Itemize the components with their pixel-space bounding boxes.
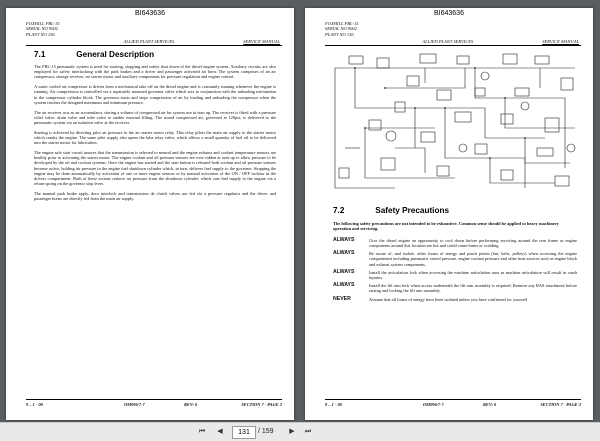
safety-rules-list — [333, 238, 577, 305]
paragraph: The engine safe start circuit assures that the transmission is selected to neutral and the engine exhaust and coolant temperature sensors are healthy prior to activating the starter motor. The engine coolant and oil pressure sensors are over ridden at start up to allow pressure to be developed by the oil and coolant systems. Once the engine has started and the start button is released both coolant and oil pressure sensors become active, holding air pressure in the engine fuel shutdown cylinder which, in turn, delivers fuel supply to the governor. Stopping the engine may be done automatically by activation of one or more engine sensors or by manual activation of the ON / OFF isolator in the drivers compartment. Both of these actions remove air pressure from the shutdown cylinder, which cuts fuel supply to the engine via a return spring on the governor stop lever. — [34, 150, 276, 187]
header-line: PLANT NO 156 — [325, 31, 354, 37]
right-page — [305, 8, 593, 420]
header-manual: SERVICE MANUAL — [542, 39, 579, 44]
section-number: 7.1 — [34, 50, 46, 59]
previous-page-icon[interactable]: ◀ — [217, 428, 223, 435]
header-line: SERIAL NO 9002 — [325, 26, 357, 32]
rule-text: Give the diesel engine an opportunity to cool down before performing servicing around the rear frame as engine components around this location are hot and could cause burns or scalding. — [369, 238, 577, 249]
paragraph: The manual park brake apply, door interlock and transmission de clutch valves are fed via a pressure regulator and the driver and passenger horns are directly fed from the main air supply. — [34, 191, 276, 202]
paragraph: The air receiver acts as an accumulator, storing a volume of compressed air for system use at start up. The receiver is fitted with a pressure relief valve, drain valve and inlet valve to enable external filling. The stored compressed air, governed at 120psi, is delivered to the pneumatic system via an isolation valve at the receiver. — [34, 109, 276, 126]
page-number-input[interactable] — [232, 426, 256, 439]
section-number: 7.2 — [333, 206, 345, 215]
paragraph: Starting is achieved by directing pilot air pressure to the air starter motor relay. This relay pilots the main air supply to the starter motor which cranks the engine. The same pilot supply also opens the lube relay valve, which allows a small quantity of fuel oil to be delivered into the starter motor for lubrication. — [34, 129, 276, 146]
footer-date: 9 – 1 - 00 — [26, 402, 43, 407]
page-header — [26, 21, 282, 46]
last-page-icon[interactable]: ⏭ — [304, 428, 312, 435]
footer-page-number: SECTION 7 - PAGE 3 — [540, 402, 581, 407]
rule-text: Install the lift arm lock when access underneath the lift arm assembly is required. Remove any RAS attachment before raising and locking the lift arm assembly. — [369, 283, 577, 294]
paragraph: A water cooled air compressor is driven from a mechanical take off on the diesel engine and is constantly running whenever the engine is running. Air compression is controlled via a separately mounted governor valve which acts in conjunction with the unloading mechanism in the compressor cylinder block. The governor starts and stops compression of air by loading and unloading the compressor when the system reaches the designed maximum and minimum pressure. — [34, 84, 276, 105]
rule-text: Assume that all forms of energy have been isolated unless you have confirmed for yourself — [369, 296, 528, 302]
header-machine-info — [325, 21, 359, 37]
footer-date: 9 – 1 - 00 — [325, 402, 342, 407]
section-heading — [34, 50, 154, 59]
footer-doc-number: OM096/7-7 — [423, 402, 444, 407]
footer-revision: REV: 0 — [483, 402, 497, 407]
page-header — [325, 21, 581, 46]
header-line: SERIAL NO 9002 — [26, 26, 58, 32]
safety-rule — [333, 270, 577, 280]
section-title: General Description — [76, 50, 155, 59]
page-footer — [26, 399, 282, 407]
safety-rule — [333, 297, 577, 302]
header-line: FOXHILL FBL-15 — [26, 21, 60, 26]
page-total: / 159 — [258, 428, 274, 435]
safety-intro: The following safety precautions are not intended to be exhaustive. Common sense should be applied to heavy machinery operation and servicing. — [333, 221, 559, 232]
left-page — [6, 8, 294, 420]
rule-keyword: ALWAYS — [333, 250, 355, 257]
next-page-icon[interactable]: ▶ — [289, 428, 295, 435]
first-page-icon[interactable]: ⏮ — [198, 428, 206, 435]
rule-text: Be aware of, and isolate, other forms of energy and pinch points (fan, belts, pulleys) when accessing the engine compartment including pneumatic stored pressure, engine coolant pressure and other heat sources such as engine block and exhaust system components. — [369, 251, 577, 267]
section-body — [34, 64, 276, 206]
section-title: Safety Precautions — [375, 206, 449, 215]
header-manual: SERVICE MANUAL — [243, 39, 280, 44]
safety-rule — [333, 251, 577, 266]
rule-text: Install the articulation lock when accessing the machine articulation area as machine articulation will result in crush injuries. — [369, 269, 577, 280]
footer-doc-number: OM096/7-7 — [124, 402, 145, 407]
header-line: FOXHILL FBL-15 — [325, 21, 359, 26]
page-footer — [325, 399, 581, 407]
header-machine-info — [26, 21, 60, 37]
rule-keyword: ALWAYS — [333, 282, 355, 289]
viewer-toolbar — [0, 422, 600, 441]
header-line: PLANT NO 156 — [26, 31, 55, 37]
rule-keyword: ALWAYS — [333, 268, 355, 275]
pneumatic-schematic-diagram — [325, 48, 583, 196]
paragraph: The FBL-15 pneumatic system is used for starting, stopping and safety shut down of the diesel engine system. Auxiliary circuits are also employed for safety interlocking with the park brakes and a driver and passenger activated air horn. The system comprises of an air compressor, storage receiver, air starter motor and auxiliary components for pressure regulation and engine control. — [34, 64, 276, 80]
safety-rule — [333, 283, 577, 293]
header-company: ALLIED PLANT SERVICES — [422, 39, 474, 44]
header-company: ALLIED PLANT SERVICES — [123, 39, 175, 44]
document-id: BI643636 — [135, 10, 165, 17]
footer-revision: REV: 0 — [184, 402, 198, 407]
document-id: BI643636 — [434, 10, 464, 17]
rule-keyword: NEVER — [333, 295, 351, 302]
footer-page-number: SECTION 7 - PAGE 2 — [241, 402, 282, 407]
section-heading — [333, 206, 449, 215]
rule-keyword: ALWAYS — [333, 237, 355, 243]
safety-rule — [333, 238, 577, 248]
